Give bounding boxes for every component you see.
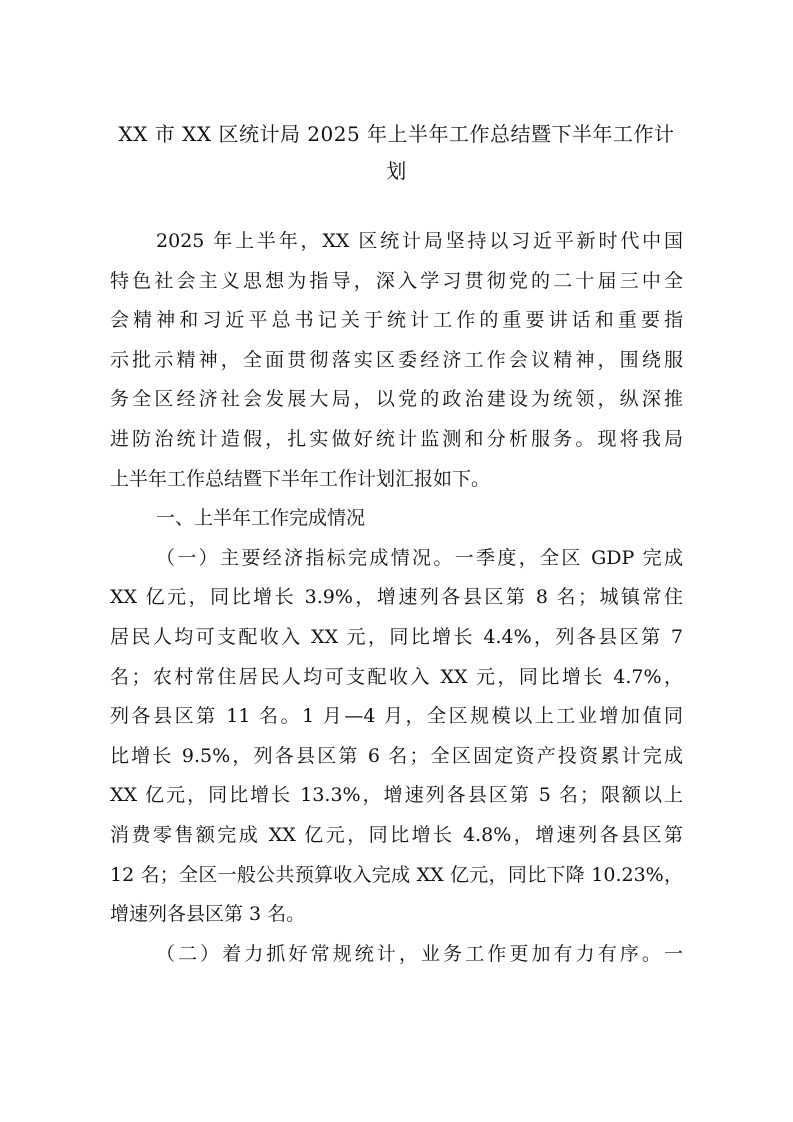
section-heading-1 <box>110 499 683 539</box>
paragraph-line: 特色社会主义思想为指导，深入学习贯彻党的二十届三中全 <box>110 269 683 292</box>
paragraph-line: 12 名；全区一般公共预算收入完成 XX 亿元，同比下降 10.23%， <box>110 863 683 886</box>
intro-paragraph <box>110 222 683 499</box>
paragraph-line: （二）着力抓好常规统计，业务工作更加有力有序。一 <box>156 942 683 965</box>
paragraph-line: 示批示精神，全面贯彻落实区委经济工作会议精神，围绕服 <box>110 348 683 371</box>
paragraph-line: 居民人均可支配收入 XX 元，同比增长 4.4%，列各县区第 7 <box>110 625 683 648</box>
paragraph-line: 名；农村常住居民人均可支配收入 XX 元，同比增长 4.7%， <box>110 665 683 688</box>
routine-statistics-paragraph <box>110 935 683 975</box>
document-body <box>110 222 683 974</box>
section-heading-text: 一、上半年工作完成情况 <box>156 507 366 530</box>
paragraph-line: 消费零售额完成 XX 亿元，同比增长 4.8%，增速列各县区第 <box>110 823 683 846</box>
paragraph-line: 会精神和习近平总书记关于统计工作的重要讲话和重要指 <box>110 309 683 332</box>
document-title-line-2: 划 <box>386 159 407 183</box>
paragraph-line: （一）主要经济指标完成情况。一季度，全区 GDP 完成 <box>156 546 683 569</box>
paragraph-line: XX 亿元，同比增长 13.3%，增速列各县区第 5 名；限额以上 <box>110 784 683 807</box>
paragraph-line: 列各县区第 11 名。1 月—4 月，全区规模以上工业增加值同 <box>110 705 683 728</box>
paragraph-line: 2025 年上半年，XX 区统计局坚持以习近平新时代中国 <box>156 230 683 252</box>
paragraph-line: 增速列各县区第 3 名。 <box>110 903 306 926</box>
economic-indicators-paragraph <box>110 539 683 935</box>
paragraph-line: 务全区经济社会发展大局，以党的政治建设为统领，纵深推 <box>110 388 683 411</box>
document-title-line-1: XX 市 XX 区统计局 2025 年上半年工作总结暨下半年工作计 <box>118 122 675 146</box>
paragraph-line: 进防治统计造假，扎实做好统计监测和分析服务。现将我局 <box>110 427 683 450</box>
paragraph-line: XX 亿元，同比增长 3.9%，增速列各县区第 8 名；城镇常住 <box>110 586 683 609</box>
paragraph-line: 上半年工作总结暨下半年工作计划汇报如下。 <box>110 467 491 490</box>
paragraph-line: 比增长 9.5%，列各县区第 6 名；全区固定资产投资累计完成 <box>110 744 683 767</box>
